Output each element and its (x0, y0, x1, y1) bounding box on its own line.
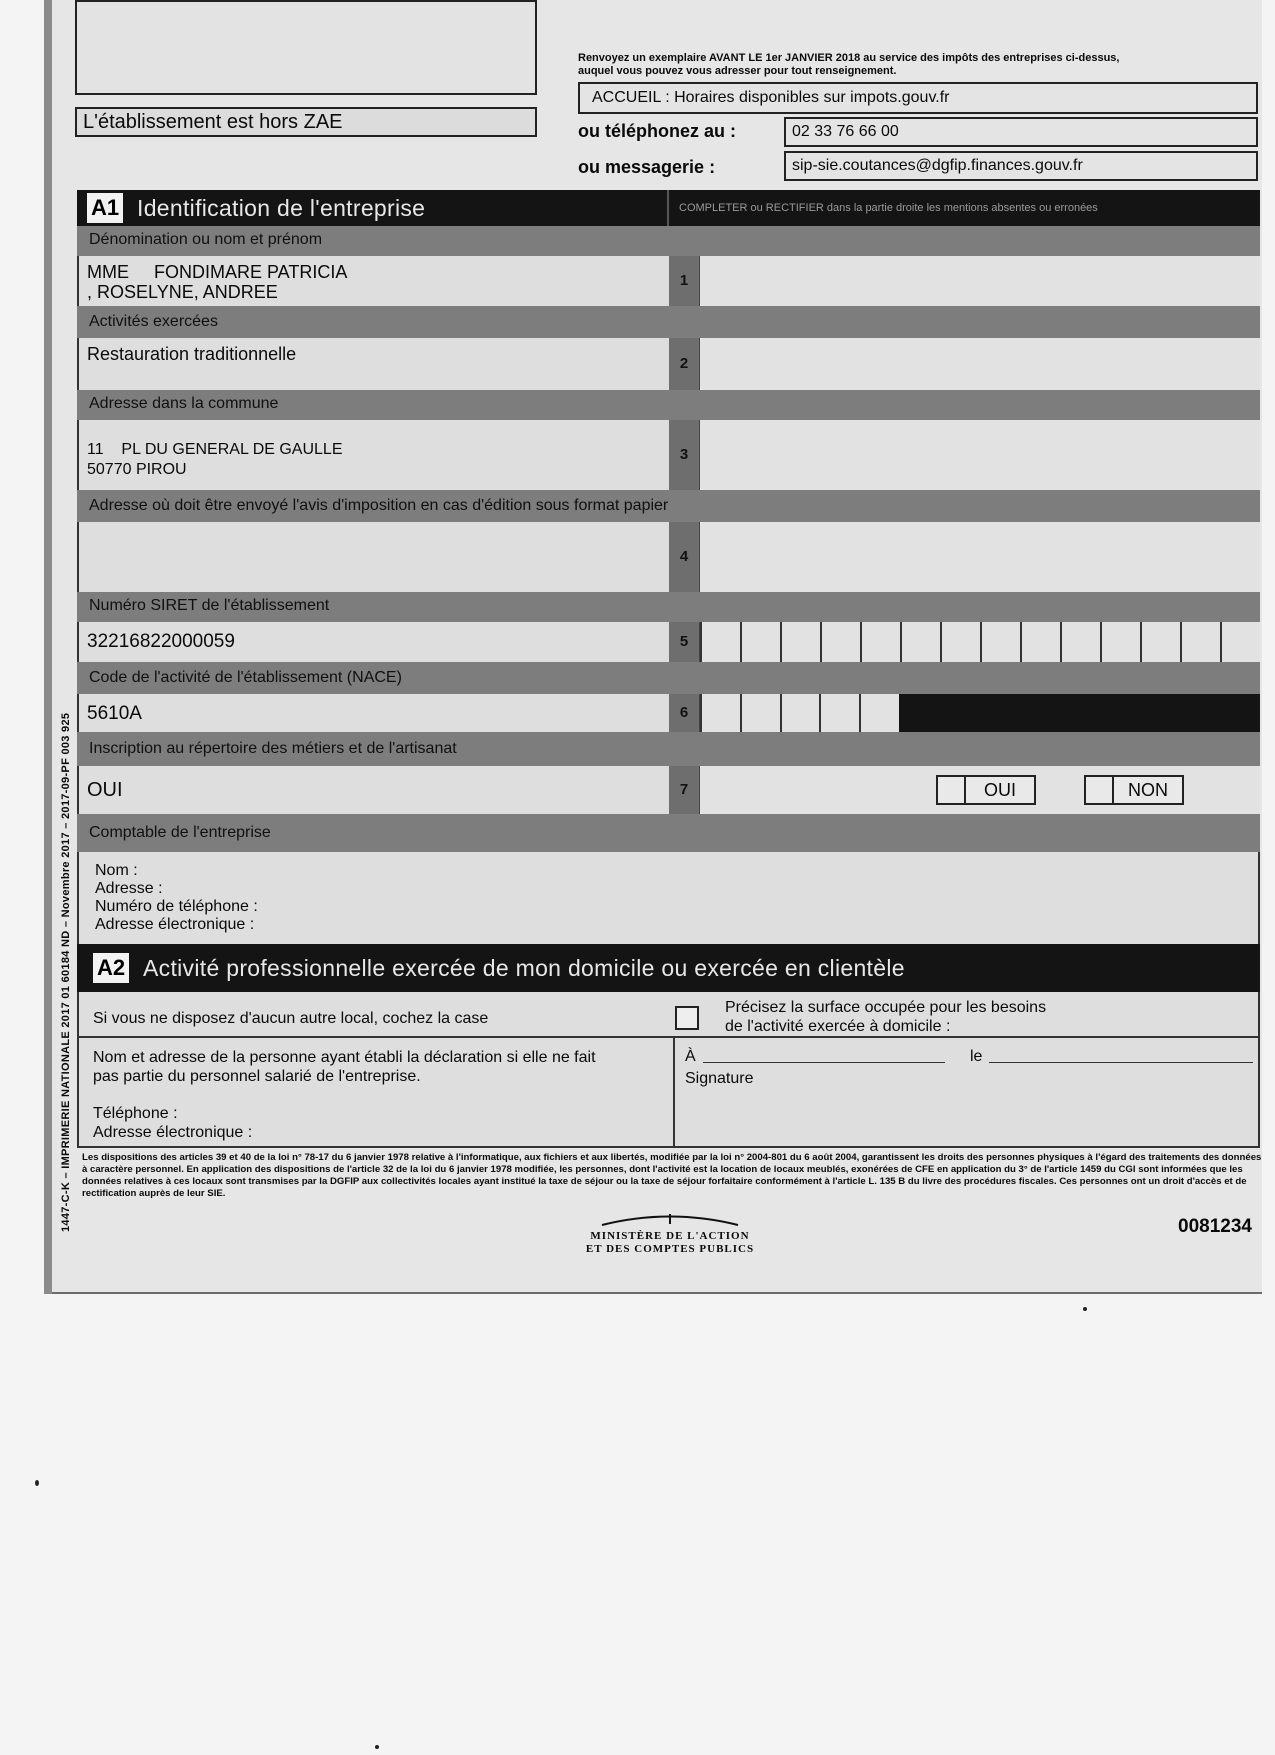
row6-label: Code de l'activité de l'établissement (NACE) (77, 662, 1260, 694)
nace-correction-grid[interactable] (699, 694, 899, 732)
section-a1-header (77, 190, 1260, 226)
row3-value-line2: 50770 PIROU (87, 461, 187, 478)
row2-number: 2 (669, 338, 699, 390)
telephone-label: ou téléphonez au : (578, 121, 737, 141)
declarant-telephone: Téléphone : (93, 1105, 178, 1122)
row5-number: 5 (669, 622, 699, 662)
row1-field (77, 256, 1260, 306)
section-a2-number: A2 (93, 953, 129, 983)
row6-number: 6 (669, 694, 699, 732)
row3-correction-field[interactable] (699, 420, 1260, 490)
scan-speck (1083, 1307, 1087, 1311)
row1-number: 1 (669, 256, 699, 306)
row2-correction-field[interactable] (699, 338, 1260, 390)
row7-field (77, 766, 1260, 814)
non-checkbox[interactable] (1084, 775, 1184, 805)
surface-text-line1: Précisez la surface occupée pour les besoins (725, 999, 1047, 1016)
return-instructions-line2: auquel vous pouvez vous adresser pour tout renseignement. (578, 65, 897, 77)
row1-value (79, 256, 669, 308)
row3-value (79, 434, 669, 486)
surface-text-line2: de l'activité exercée à domicile : (725, 1018, 951, 1035)
row2-value: Restauration traditionnelle (87, 344, 297, 364)
row4-field (77, 522, 1260, 592)
zae-status: L'établissement est hors ZAE (75, 107, 537, 137)
row7-label: Inscription au répertoire des métiers et de l'artisanat (77, 732, 1260, 766)
a2-local-row (77, 992, 1260, 1038)
a2-declarant-row (77, 1038, 1260, 1148)
siret-correction-grid[interactable] (699, 622, 1260, 662)
header-divider (667, 190, 669, 226)
sie-address-box (75, 0, 537, 95)
messagerie-label: ou messagerie : (578, 157, 716, 177)
aucun-local-checkbox[interactable] (675, 1006, 699, 1030)
row6-value: 5610A (87, 703, 142, 724)
le-label: le (970, 1048, 983, 1065)
row1-value-line1: MME FONDIMARE PATRICIA (87, 262, 348, 282)
declarant-divider (673, 1038, 675, 1146)
vertical-print-reference: 1447-C-K – IMPRIMERIE NATIONALE 2017 01 60184 ND – Novembre 2017 – 2017-09-PF 003 925 (60, 712, 72, 1232)
oui-checkbox-label: OUI (983, 780, 1016, 800)
row1-value-line2: , ROSELYNE, ANDREE (87, 282, 278, 302)
non-checkbox-box[interactable] (1086, 777, 1114, 803)
section-a1-title: Identification de l'entreprise (137, 195, 426, 221)
telephone-value: 02 33 76 66 00 (784, 117, 1258, 147)
signature-label: Signature (685, 1070, 754, 1087)
comptable-adresse: Adresse : (95, 880, 163, 897)
comptable-telephone: Numéro de téléphone : (95, 898, 258, 915)
comptable-field[interactable] (77, 852, 1260, 944)
ministere-line2: ET DES COMPTES PUBLICS (585, 1243, 755, 1255)
accueil-box: ACCUEIL : Horaires disponibles sur impots.gouv.fr (578, 82, 1258, 114)
scan-speck (375, 1745, 379, 1749)
scan-speck (35, 1480, 39, 1486)
row7-value: OUI (87, 779, 123, 801)
messagerie-value: sip-sie.coutances@dgfip.finances.gouv.fr (784, 151, 1258, 181)
declarant-text-line1: Nom et adresse de la personne ayant établi la déclaration si elle ne fait (93, 1049, 596, 1066)
section-a1-number: A1 (87, 193, 123, 223)
comptable-email: Adresse électronique : (95, 916, 255, 933)
nace-blacked-area (899, 694, 1260, 732)
oui-checkbox[interactable] (936, 775, 1036, 805)
surface-text (725, 998, 1046, 1036)
oui-checkbox-box[interactable] (938, 777, 966, 803)
section-a2-header (77, 944, 1260, 992)
row2-label: Activités exercées (77, 306, 1260, 338)
legal-notice: Les dispositions des articles 39 et 40 de la loi n° 78-17 du 6 janvier 1978 relative à l'informatique, aux fichiers et aux libertés, modifiée par la loi n° 2004-801 du 6 août 2004, garantissent les droits des personnes physiques à l'égard des traitements des données à caractère personnel. En application des dispositions de l'article 32 de la loi du 6 janvier 1978 modifiée, les personnes, dont l'activité est la location de locaux meublés, exonérées de CFE en application du 3° de l'article 1459 du CGI sont informées que les données relatives à ces locaux sont transmises par la DGFIP aux collectivités locales ayant institué la taxe de séjour ou la taxe de séjour forfaitaire conformément à l'article L. 135 B du livre des procédures fiscales. Ces personnes ont un droit d'accès et de rectification auprès de leur SIE. (82, 1152, 1262, 1199)
row5-value: 32216822000059 (87, 631, 235, 652)
row3-number: 3 (669, 420, 699, 490)
row3-value-line1: 11 PL DU GENERAL DE GAULLE (87, 441, 343, 458)
row4-label: Adresse où doit être envoyé l'avis d'imposition en cas d'édition sous format papier (77, 490, 1260, 522)
row1-correction-field[interactable] (699, 256, 1260, 306)
row4-number: 4 (669, 522, 699, 592)
return-instructions-line1: Renvoyez un exemplaire AVANT LE 1er JANVIER 2018 au service des impôts des entreprises ci-dessus, (578, 52, 1120, 64)
le-field[interactable] (989, 1062, 1253, 1063)
row7-number: 7 (669, 766, 699, 814)
row5-field (77, 622, 1260, 662)
row5-label: Numéro SIRET de l'établissement (77, 592, 1260, 622)
section-a2-title: Activité professionnelle exercée de mon domicile ou exercée en clientèle (143, 955, 905, 981)
declarant-text-line2: pas partie du personnel salarié de l'entreprise. (93, 1068, 421, 1085)
row6-field (77, 694, 1260, 732)
comptable-label: Comptable de l'entreprise (77, 814, 1260, 852)
ministere-arc-icon (600, 1212, 740, 1226)
declarant-email: Adresse électronique : (93, 1124, 253, 1141)
comptable-nom: Nom : (95, 862, 138, 879)
row3-label: Adresse dans la commune (77, 390, 1260, 420)
aucun-local-text: Si vous ne disposez d'aucun autre local, cochez la case (93, 1010, 489, 1027)
section-a1-hint: COMPLETER ou RECTIFIER dans la partie droite les mentions absentes ou erronées (679, 202, 1098, 214)
declarant-text (93, 1048, 673, 1142)
row1-label: Dénomination ou nom et prénom (77, 226, 1260, 256)
row2-field (77, 338, 1260, 390)
ministere-line1: MINISTÈRE DE L'ACTION (590, 1230, 750, 1242)
return-instructions (578, 52, 1258, 78)
row7-correction-field (699, 766, 1260, 814)
a-field[interactable] (703, 1062, 945, 1063)
row4-correction-field[interactable] (699, 522, 1260, 592)
row3-field (77, 420, 1260, 490)
row4-value (79, 522, 669, 534)
a-label: À (685, 1048, 696, 1065)
non-checkbox-label: NON (1128, 780, 1168, 800)
form-code: 0081234 (1178, 1216, 1252, 1237)
ministere-logo (580, 1212, 760, 1256)
